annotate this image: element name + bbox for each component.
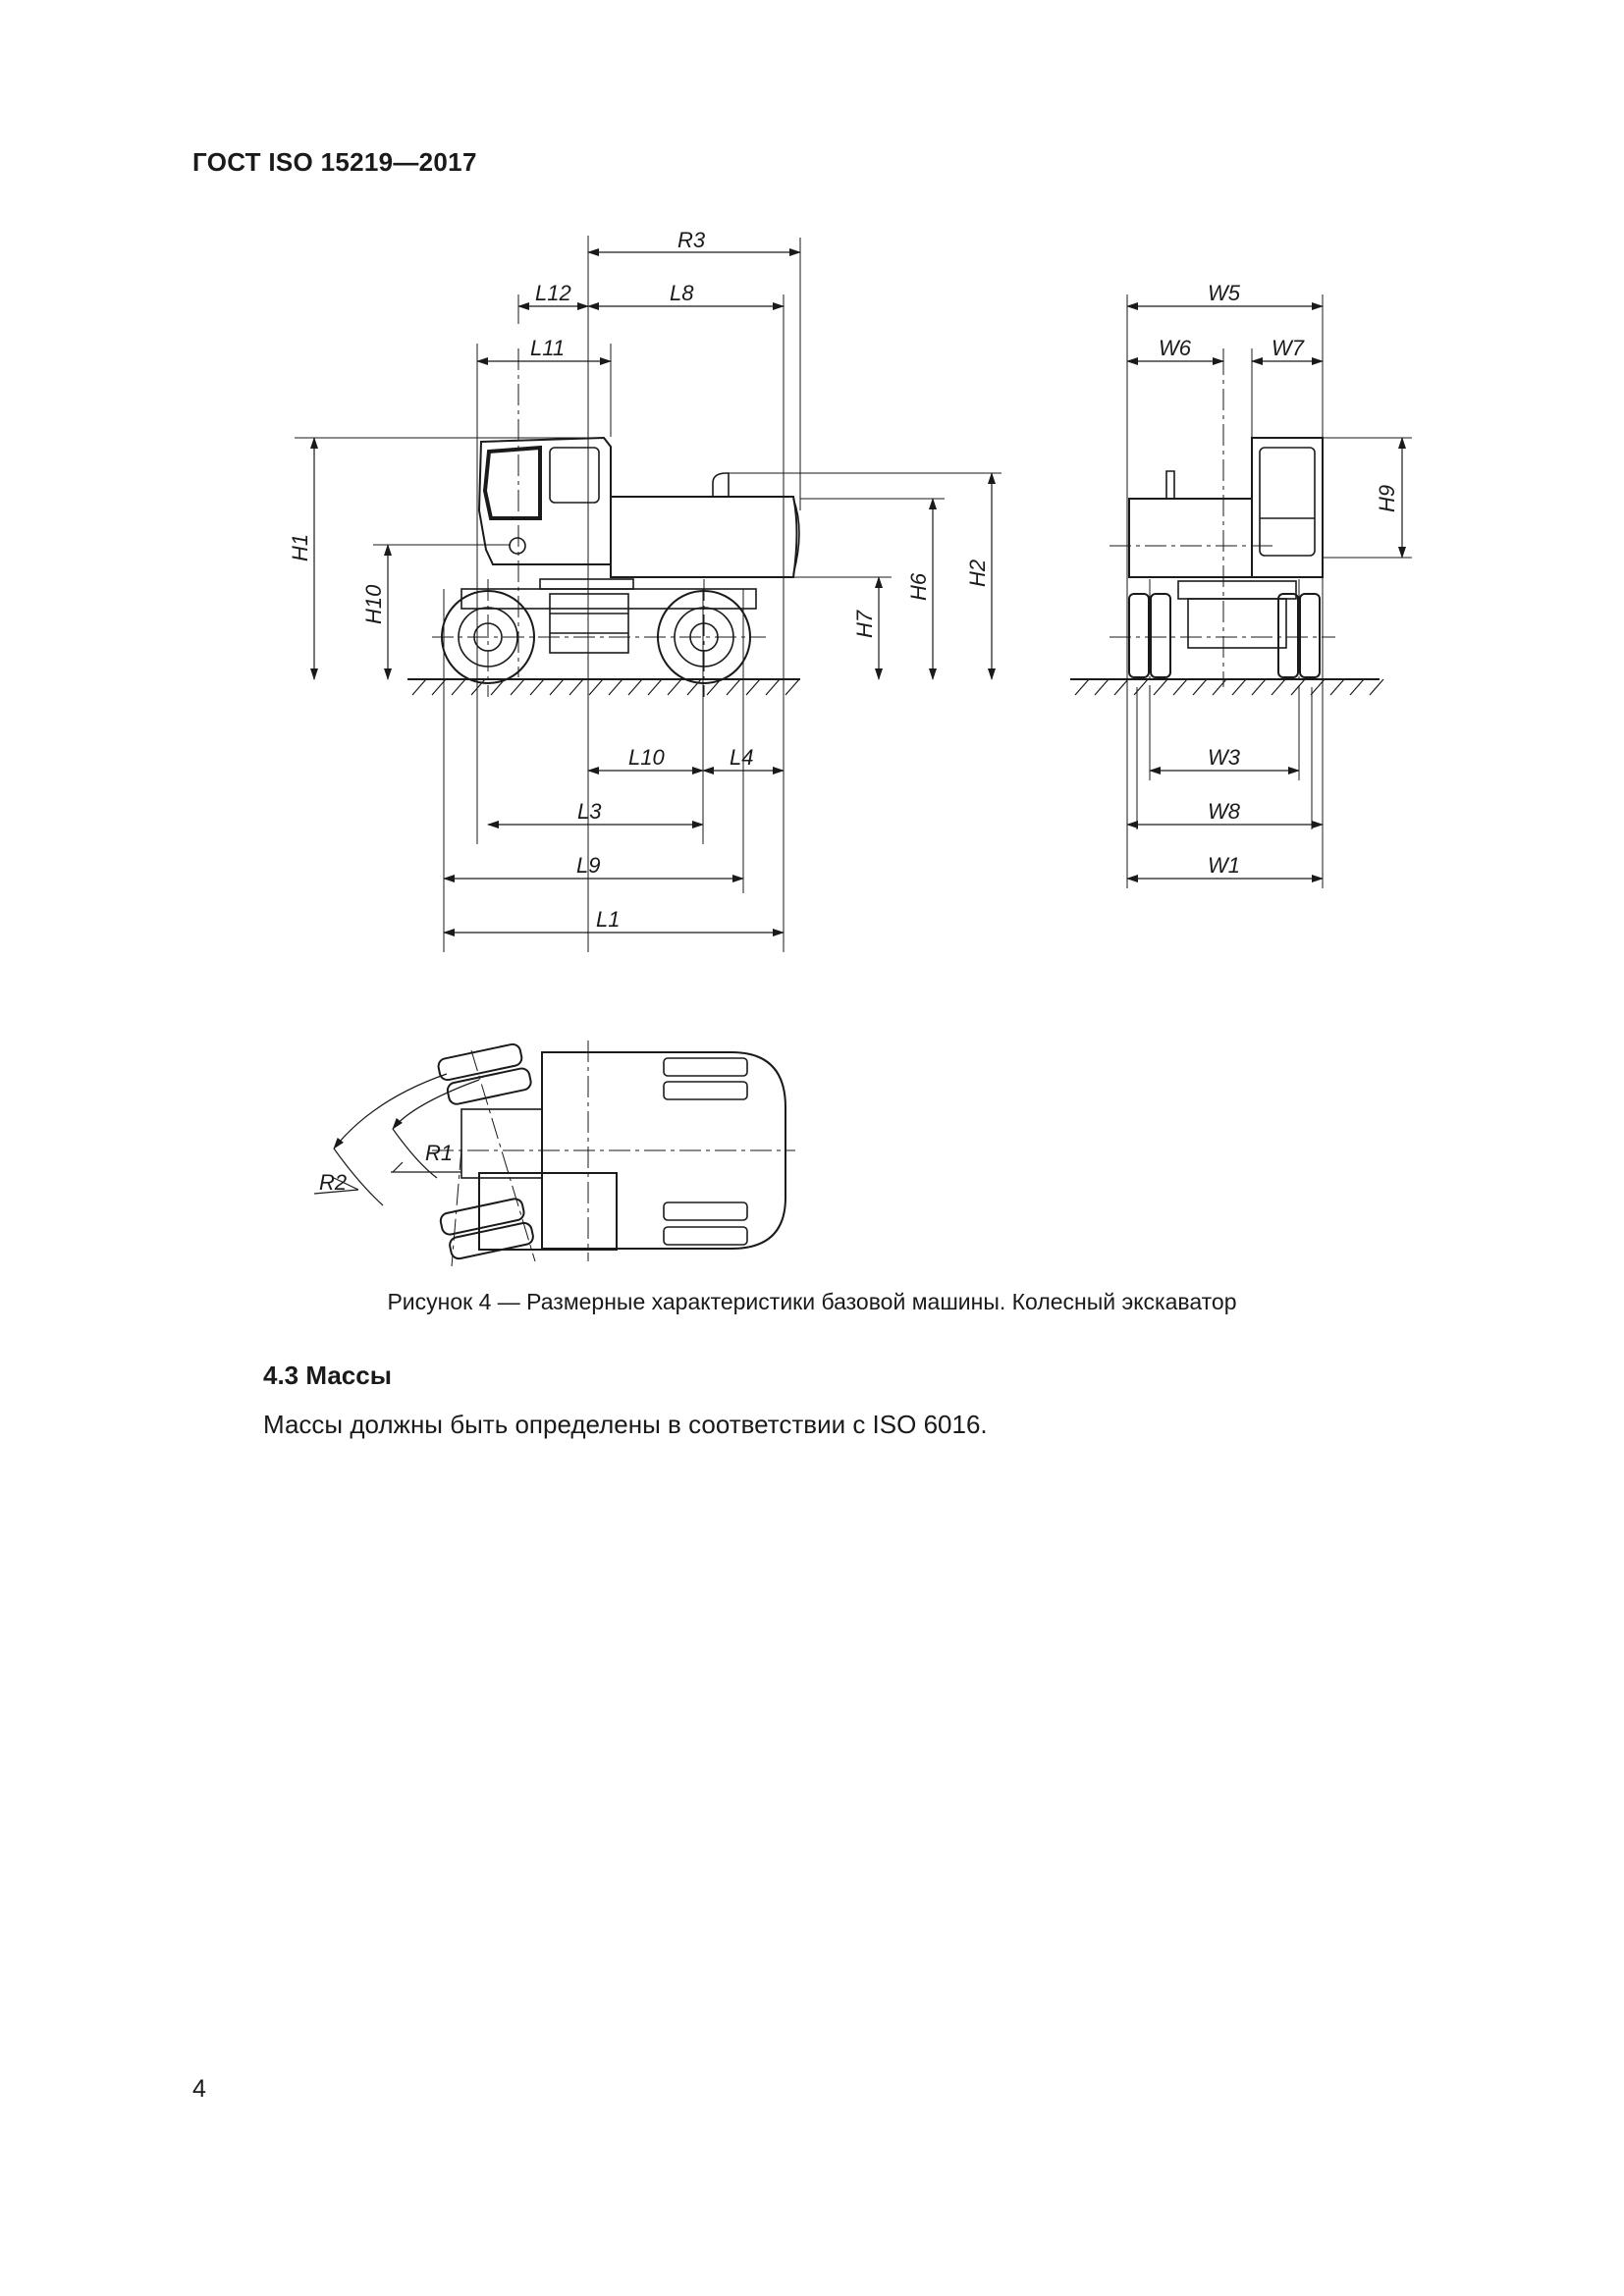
label-w6: W6 — [1159, 336, 1191, 360]
document-header: ГОСТ ISO 15219—2017 — [192, 147, 477, 177]
side-view-labels — [288, 228, 990, 932]
side-view — [295, 236, 1001, 952]
label-l11: L11 — [530, 336, 566, 360]
front-view — [1070, 294, 1412, 888]
label-r3: R3 — [677, 228, 706, 252]
label-r2: R2 — [319, 1170, 348, 1195]
figure-caption: Рисунок 4 — Размерные характеристики базовой машины. Колесный экскаватор — [387, 1289, 1237, 1314]
label-h9: H9 — [1375, 484, 1399, 512]
label-w3: W3 — [1208, 745, 1240, 770]
label-l3: L3 — [577, 799, 602, 824]
label-w5: W5 — [1208, 281, 1240, 305]
front-view-labels — [1159, 281, 1399, 878]
section-title: 4.3 Массы — [263, 1361, 392, 1390]
label-l9: L9 — [576, 853, 601, 878]
top-view-labels — [319, 1141, 453, 1195]
label-l4: L4 — [730, 745, 754, 770]
label-w1: W1 — [1208, 853, 1240, 878]
label-h2: H2 — [965, 559, 990, 587]
label-l12: L12 — [535, 281, 571, 305]
section-body: Массы должны быть определены в соответствии с ISO 6016. — [263, 1410, 988, 1439]
label-l10: L10 — [628, 745, 665, 770]
page-number: 4 — [192, 2075, 206, 2103]
label-h7: H7 — [852, 610, 877, 638]
label-h6: H6 — [906, 572, 931, 601]
label-w7: W7 — [1272, 336, 1304, 360]
label-l1: L1 — [596, 907, 621, 932]
label-r1: R1 — [425, 1141, 454, 1165]
top-view — [314, 1041, 795, 1266]
label-h10: H10 — [361, 584, 386, 624]
label-w8: W8 — [1208, 799, 1240, 824]
label-h1: H1 — [288, 533, 312, 561]
label-l8: L8 — [670, 281, 694, 305]
